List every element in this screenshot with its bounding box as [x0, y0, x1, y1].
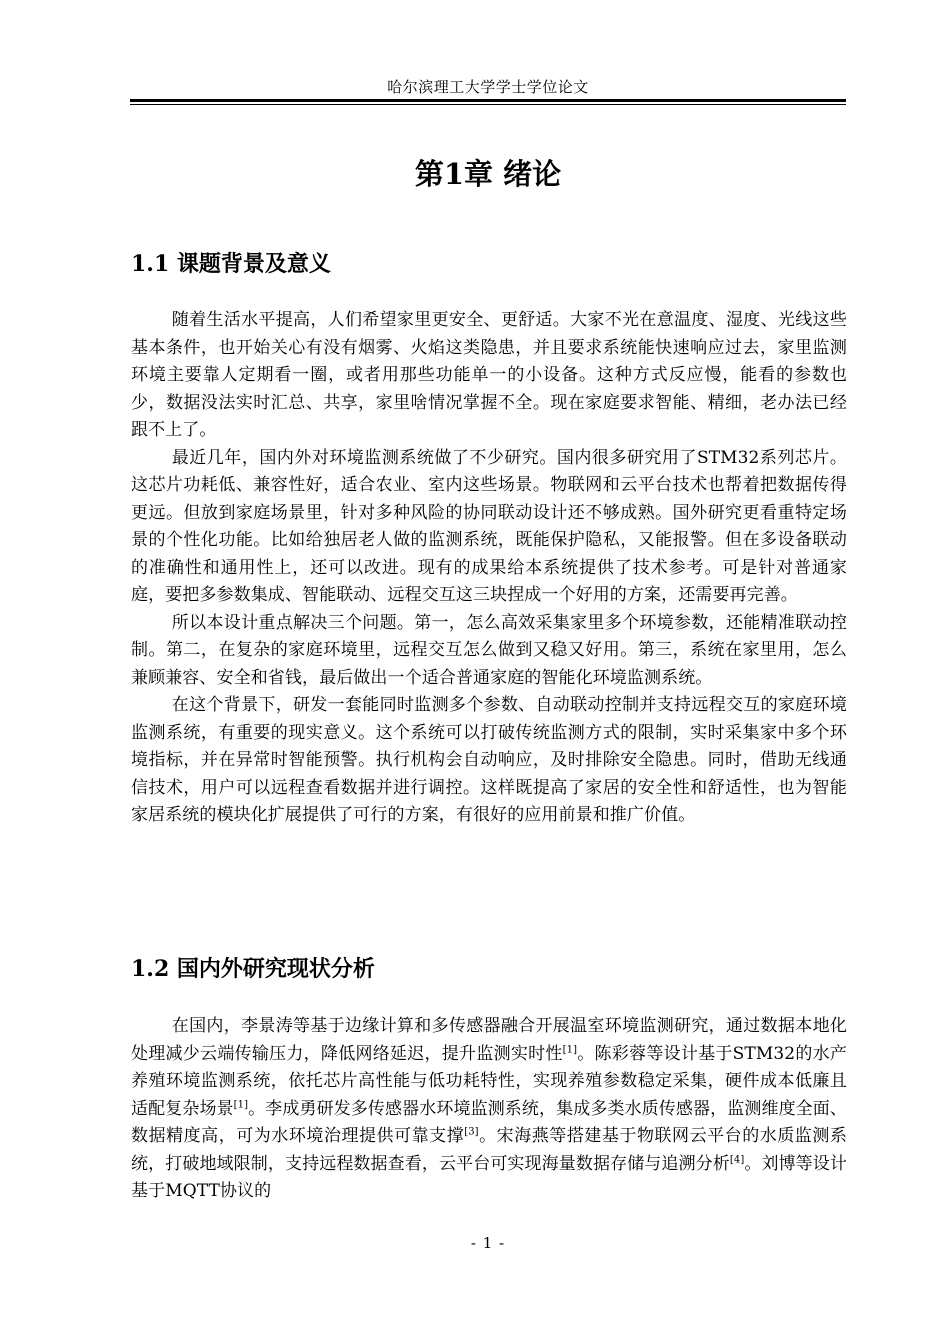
paragraph: 随着生活水平提高，人们希望家里更安全、更舒适。大家不光在意温度、湿度、光线这些基本条件，也开始关心有没有烟雾、火焰这类隐患，并且要求系统能快速响应过去，家里监测环境主要靠人定期看一圈，或者用那些功能单一的小设备。这种方式反应慢，能看的参数也少，数据没法实时汇总、共享，家里啥情况掌握不全。现在家庭要求智能、精细，老办法已经跟不上了。 — [131, 310, 847, 440]
paragraph — [131, 1013, 847, 1206]
text-run: 。李成勇研发多传感器水环境监测系统，集成多类水质传感器，监测维度全面、数据精度高，可为水环境治理提供可靠支撑 — [131, 1098, 847, 1146]
text-run: 。陈彩蓉等设计基于STM32的水产养殖环境监测系统，依托芯片高性能与低功耗特性，实现养殖参数稳定采集，硬件成本低廉且适配复杂场景 — [131, 1043, 848, 1119]
citation-ref: [3] — [464, 1126, 479, 1138]
paragraph: 在这个背景下，研发一套能同时监测多个参数、自动联动控制并支持远程交互的家庭环境监测系统，有重要的现实意义。这个系统可以打破传统监测方式的限制，实时采集家中多个环境指标，并在异常时智能预警。执行机构会自动响应，及时排除安全隐患。同时，借助无线通信技术，用户可以远程查看数据并进行调控。这样既提高了家居的安全性和舒适性，也为智能家居系统的模块化扩展提供了可行的方案，有很好的应用前景和推广价值。 — [131, 695, 847, 825]
paragraph: 最近几年，国内外对环境监测系统做了不少研究。国内很多研究用了STM32系列芯片。这芯片功耗低、兼容性好，适合农业、室内这些场景。物联网和云平台技术也帮着把数据传得更远。但放到家庭场景里，针对多种风险的协同联动设计还不够成熟。国外研究更看重特定场景的个性化功能。比如给独居老人做的监测系统，既能保护隐私，又能报警。但在多设备联动的准确性和通用性上，还可以改进。现有的成果给本系统提供了技术参考。可是针对普通家庭，要把多参数集成、智能联动、远程交互这三块捏成一个好用的方案，还需要再完善。 — [131, 447, 847, 605]
running-header: 哈尔滨理工大学学士学位论文 — [387, 78, 589, 96]
section-heading-1-2: 1.2 国内外研究现状分析 — [131, 956, 375, 982]
section-heading-1-1: 1.1 课题背景及意义 — [131, 251, 331, 277]
text-run: 。宋海燕等搭建基于物联网云平台的水质监测系统，打破地域限制，支持远程数据查看，云平台可实现海量数据存储与追溯分析 — [131, 1126, 847, 1174]
text-run: 。刘博等设计基于MQTT协议的 — [131, 1153, 847, 1201]
page-number: - 1 - — [470, 1234, 506, 1252]
paragraph: 所以本设计重点解决三个问题。第一，怎么高效采集家里多个环境参数，还能精准联动控制。第二，在复杂的家庭环境里，远程交互怎么做到又稳又好用。第三，系统在家里用，怎么兼顾兼容、安全和省钱，最后做出一个适合普通家庭的智能化环境监测系统。 — [131, 612, 847, 688]
section-1-1-body — [131, 307, 847, 830]
section-1-2-body — [131, 1013, 847, 1206]
citation-ref: [1] — [233, 1098, 249, 1110]
header-rule-thick — [130, 99, 846, 102]
chapter-title: 第1章 绪论 — [414, 157, 562, 191]
text-run: 在国内，李景涛等基于边缘计算和多传感器融合开展温室环境监测研究，通过数据本地化处理减少云端传输压力，降低网络延迟，提升监测实时性 — [131, 1016, 847, 1064]
header-rule-thin — [130, 104, 846, 105]
citation-ref: [4] — [729, 1153, 745, 1165]
citation-ref: [1] — [562, 1043, 578, 1055]
